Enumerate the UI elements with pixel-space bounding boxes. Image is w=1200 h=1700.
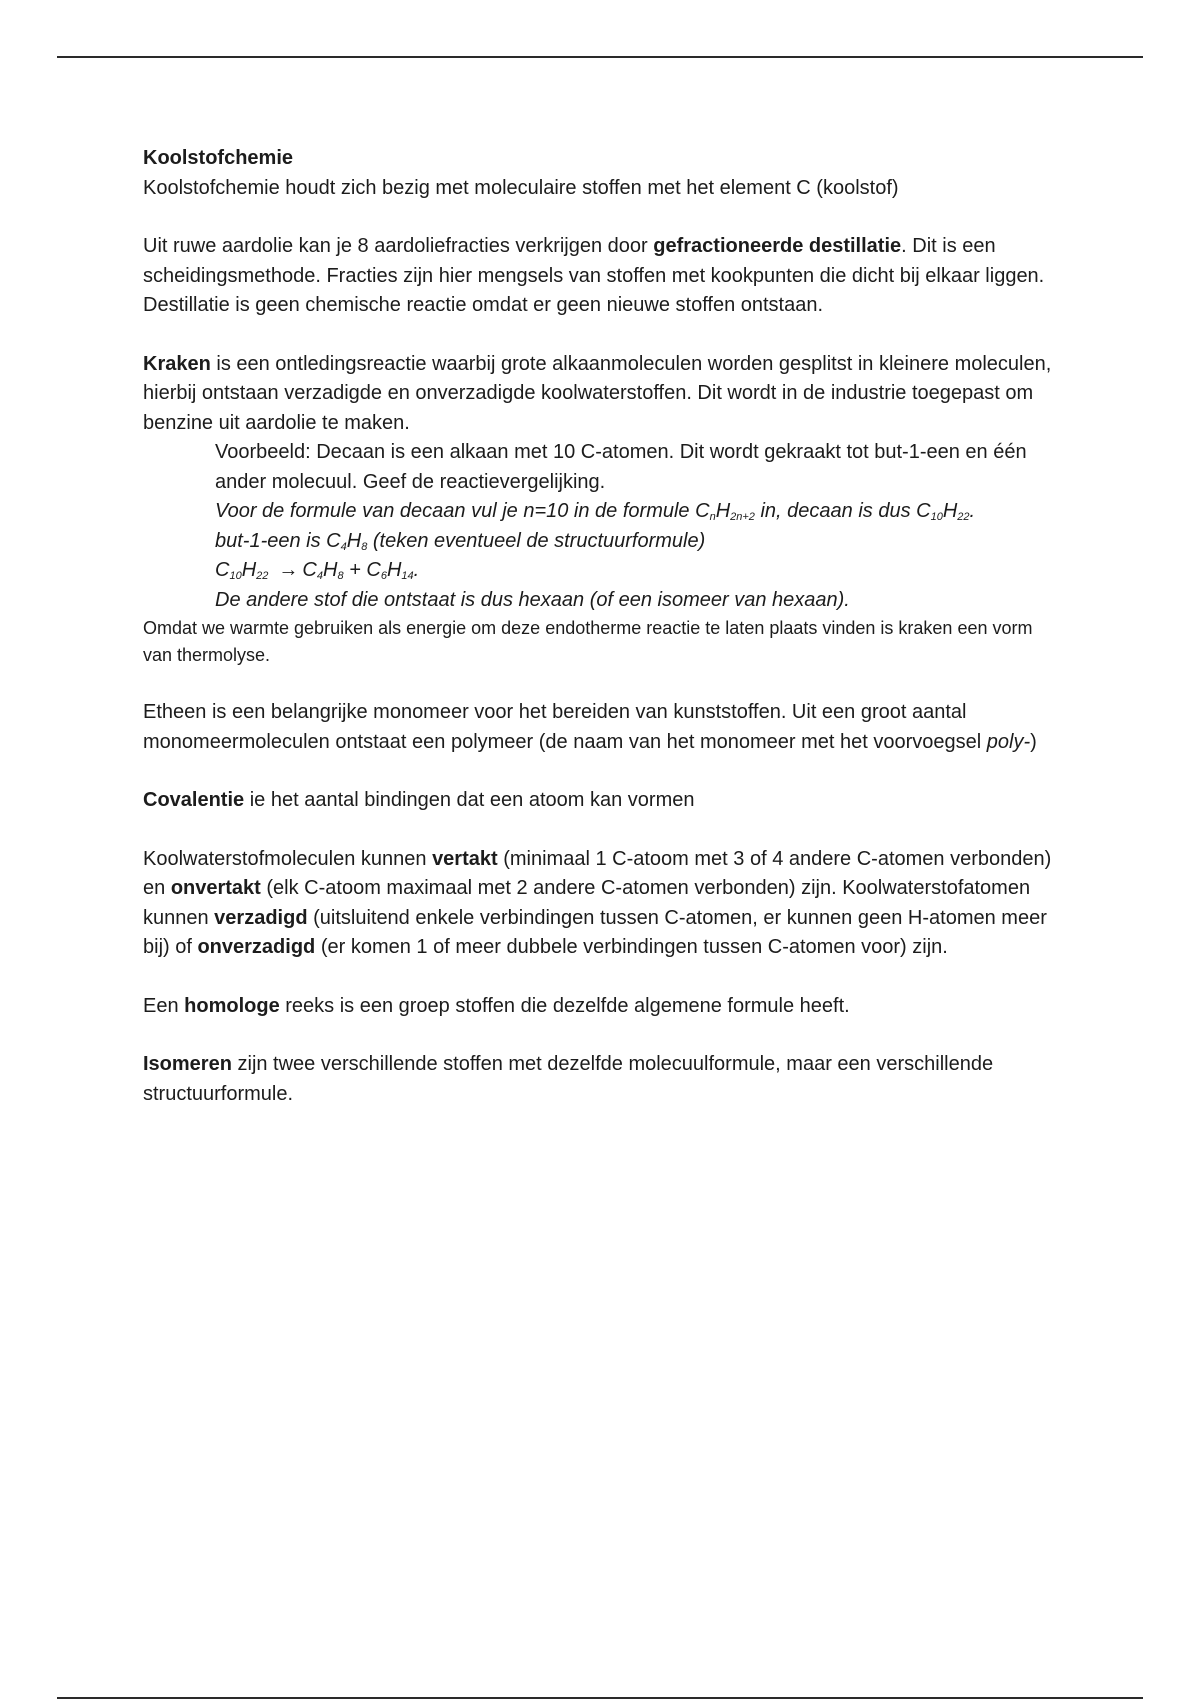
term-onverzadigd: onverzadigd (197, 936, 316, 958)
example-question: Voorbeeld: Decaan is een alkaan met 10 C-atomen. Dit wordt gekraakt tot but-1-een en één ander molecuul. Geef de reactievergelijking. (215, 441, 1027, 493)
footer-rule (57, 1697, 1143, 1699)
intro-paragraph: Koolstofchemie houdt zich bezig met moleculaire stoffen met het element C (koolstof) (143, 176, 899, 199)
homologe-paragraph: Een homologe reeks is een groep stoffen die dezelfde algemene formule heeft. (143, 994, 850, 1017)
thermolyse-paragraph: Omdat we warmte gebruiken als energie om deze endotherme reactie te laten plaats vinden is kraken een vorm van thermolyse. (143, 618, 1033, 665)
reaction-equation: $C_{10}H_{22} \to C_4H_8 + C_6H_{14}$. (215, 559, 420, 582)
document-body (143, 144, 1063, 1109)
example-formula-decaan: Voor de formule van decaan vul je n=10 in de formule $C_nH_{2n+2}$ in, decaan is dus $C_{10}H_{22}$. (215, 500, 976, 523)
arrow-icon: → (278, 559, 299, 581)
kraken-paragraph: Kraken is een ontledingsreactie waarbij grote alkaanmoleculen worden gesplitst in kleinere moleculen, hierbij ontstaan verzadigde en onverzadigde koolwaterstoffen. Dit wordt in de industrie toegepast om benzine uit aardolie te maken. (143, 352, 1052, 434)
isomeren-paragraph: Isomeren zijn twee verschillende stoffen met dezelfde molecuulformule, maar een verschillende structuurformule. (143, 1053, 994, 1105)
covalentie-paragraph: Covalentie ie het aantal bindingen dat een atoom kan vormen (143, 789, 695, 811)
term-kraken: Kraken (143, 352, 211, 375)
term-verzadigd: verzadigd (214, 906, 308, 929)
etheen-paragraph: Etheen is een belangrijke monomeer voor het bereiden van kunststoffen. Uit een groot aantal monomeermoleculen ontstaat een polymeer (de naam van het monomeer met het voorvoegsel poly-) (143, 701, 1037, 753)
term-isomeren: Isomeren (143, 1053, 232, 1075)
header-rule (57, 56, 1143, 58)
term-gefractioneerde-destillatie: gefractioneerde destillatie (653, 235, 902, 257)
page-title: Koolstofchemie (143, 147, 294, 169)
kraken-example (143, 438, 1063, 615)
term-covalentie: Covalentie (143, 789, 245, 811)
term-homologe: homologe (184, 994, 280, 1017)
example-formula-butene: but-1-een is $C_4H_8$ (teken eventueel de structuurformule) (215, 529, 706, 553)
destillatie-paragraph: Uit ruwe aardolie kan je 8 aardoliefracties verkrijgen door gefractioneerde destillatie. Dit is een scheidingsmethode. Fracties zijn hier mengsels van stoffen met kookpunten die dicht bij elkaar liggen. Destillatie is geen chemische reactie omdat er geen nieuwe stoffen ontstaan. (143, 235, 1045, 316)
example-conclusion: De andere stof die ontstaat is dus hexaan (of een isomeer van hexaan). (215, 588, 850, 611)
vertakt-paragraph: Koolwaterstofmoleculen kunnen vertakt (minimaal 1 C-atoom met 3 of 4 andere C-atomen verbonden) en onvertakt (elk C-atoom maximaal met 2 andere C-atomen verbonden) zijn. Koolwaterstofatomen kunnen verzadigd (uitsluitend enkele verbindingen tussen C-atomen, er kunnen geen H-atomen meer bij) of onverzadigd (er komen 1 of meer dubbele verbindingen tussen C-atomen voor) zijn. (143, 847, 1052, 958)
term-vertakt: vertakt (432, 847, 498, 870)
term-onvertakt: onvertakt (170, 877, 261, 899)
